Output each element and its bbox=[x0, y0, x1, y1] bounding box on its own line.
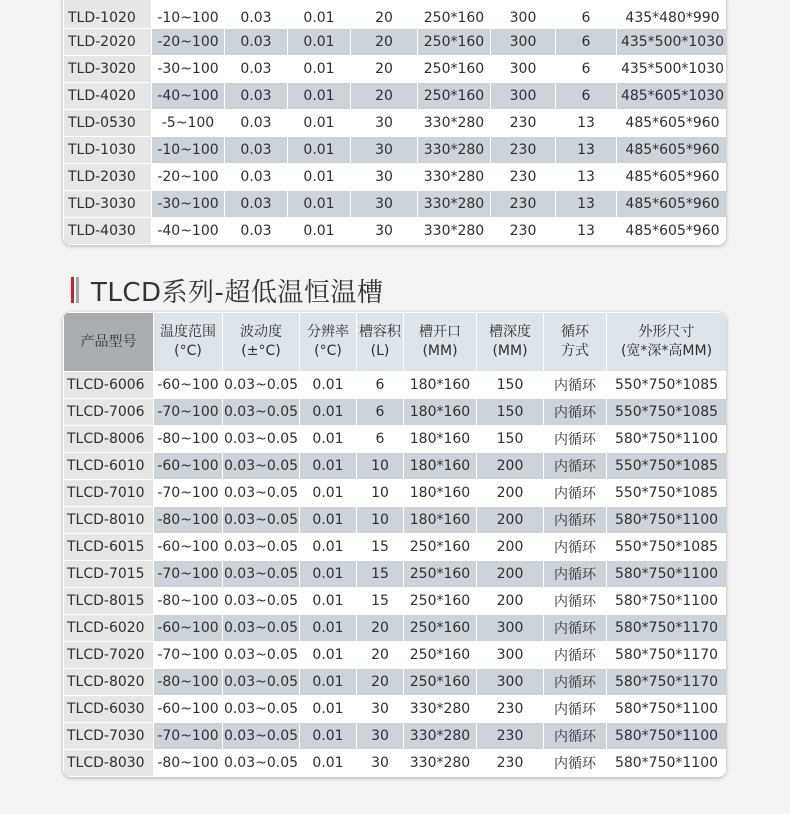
spec-cell: 0.01 bbox=[288, 218, 350, 244]
spec-cell: 0.01 bbox=[288, 137, 350, 163]
spec-cell: -60~100 bbox=[154, 696, 222, 722]
spec-cell: 180*160 bbox=[404, 426, 476, 452]
model-cell: TLCD-8015 bbox=[64, 588, 153, 614]
model-cell: TLD-3030 bbox=[64, 191, 151, 217]
spec-cell: 0.03 bbox=[225, 0, 287, 28]
spec-cell: 200 bbox=[477, 561, 543, 587]
spec-cell: 580*750*1100 bbox=[607, 426, 726, 452]
spec-cell: 0.03~0.05 bbox=[223, 534, 299, 560]
spec-cell: 6 bbox=[556, 83, 616, 109]
spec-cell: 300 bbox=[477, 669, 543, 695]
spec-cell: 0.03~0.05 bbox=[223, 750, 299, 776]
spec-cell: 30 bbox=[351, 164, 417, 190]
tlcd-spec-table bbox=[63, 312, 726, 777]
spec-cell: 0.03~0.05 bbox=[223, 426, 299, 452]
spec-cell: 20 bbox=[351, 0, 417, 28]
spec-cell: 300 bbox=[477, 642, 543, 668]
spec-cell: 230 bbox=[491, 191, 555, 217]
spec-cell: 30 bbox=[351, 110, 417, 136]
column-header-line1: 分辨率 bbox=[307, 324, 349, 340]
table-row bbox=[64, 588, 726, 614]
spec-cell: 300 bbox=[477, 615, 543, 641]
spec-cell: 10 bbox=[357, 507, 403, 533]
spec-cell: 30 bbox=[357, 723, 403, 749]
model-cell: TLCD-8020 bbox=[64, 669, 153, 695]
spec-cell: -30~100 bbox=[152, 56, 224, 82]
spec-cell: 0.03 bbox=[225, 29, 287, 55]
column-header bbox=[300, 313, 356, 371]
spec-cell: 580*750*1170 bbox=[607, 642, 726, 668]
spec-cell: -80~100 bbox=[154, 669, 222, 695]
spec-cell: 30 bbox=[351, 137, 417, 163]
column-header-line1: 波动度 bbox=[240, 324, 282, 340]
spec-cell: 580*750*1100 bbox=[607, 507, 726, 533]
column-header bbox=[477, 313, 543, 371]
table-row bbox=[64, 696, 726, 722]
spec-cell: 485*605*960 bbox=[617, 137, 726, 163]
spec-cell: 330*280 bbox=[418, 218, 490, 244]
spec-cell: 300 bbox=[491, 29, 555, 55]
model-cell: TLD-2020 bbox=[64, 29, 151, 55]
spec-cell: 200 bbox=[477, 453, 543, 479]
spec-cell: 0.03~0.05 bbox=[223, 723, 299, 749]
table-row bbox=[64, 507, 726, 533]
spec-cell: 485*605*1030 bbox=[617, 83, 726, 109]
column-header-line1: 外形尺寸 bbox=[638, 324, 695, 340]
spec-cell: 内循环 bbox=[544, 696, 606, 722]
spec-cell: 0.01 bbox=[288, 56, 350, 82]
spec-cell: 0.03~0.05 bbox=[223, 669, 299, 695]
model-cell: TLD-4030 bbox=[64, 218, 151, 244]
spec-cell: -10~100 bbox=[152, 0, 224, 28]
spec-cell: 230 bbox=[491, 218, 555, 244]
spec-cell: 250*160 bbox=[404, 669, 476, 695]
spec-cell: 13 bbox=[556, 191, 616, 217]
spec-cell: 0.01 bbox=[300, 426, 356, 452]
spec-cell: -20~100 bbox=[152, 29, 224, 55]
spec-cell: 330*280 bbox=[404, 696, 476, 722]
spec-cell: 250*160 bbox=[404, 534, 476, 560]
spec-cell: 0.01 bbox=[300, 588, 356, 614]
column-header-line1: 循环 bbox=[561, 324, 589, 340]
spec-cell: 435*480*990 bbox=[617, 0, 726, 28]
spec-cell: 30 bbox=[351, 191, 417, 217]
spec-cell: 150 bbox=[477, 372, 543, 398]
spec-cell: 13 bbox=[556, 164, 616, 190]
table-row bbox=[64, 83, 726, 109]
column-header bbox=[357, 313, 403, 371]
heading-accent-bar bbox=[71, 277, 74, 303]
column-header-line2: (宽*深*高MM) bbox=[620, 343, 713, 359]
spec-cell: -70~100 bbox=[154, 561, 222, 587]
spec-cell: 180*160 bbox=[404, 480, 476, 506]
model-cell: TLCD-8006 bbox=[64, 426, 153, 452]
spec-cell: 0.03~0.05 bbox=[223, 399, 299, 425]
spec-cell: 230 bbox=[477, 750, 543, 776]
column-header-line1: 槽开口 bbox=[419, 324, 461, 340]
column-header-line1: 产品型号 bbox=[80, 333, 137, 350]
spec-cell: 30 bbox=[351, 218, 417, 244]
spec-cell: 550*750*1085 bbox=[607, 480, 726, 506]
spec-cell: 200 bbox=[477, 480, 543, 506]
spec-cell: 0.03~0.05 bbox=[223, 480, 299, 506]
tlcd-spec-table-card bbox=[63, 312, 726, 777]
spec-cell: 0.03~0.05 bbox=[223, 588, 299, 614]
spec-cell: 230 bbox=[491, 110, 555, 136]
spec-cell: 0.01 bbox=[300, 399, 356, 425]
spec-cell: 内循环 bbox=[544, 372, 606, 398]
spec-cell: 内循环 bbox=[544, 669, 606, 695]
model-cell: TLCD-8010 bbox=[64, 507, 153, 533]
spec-cell: 30 bbox=[357, 750, 403, 776]
model-cell: TLCD-7006 bbox=[64, 399, 153, 425]
spec-cell: 0.03~0.05 bbox=[223, 507, 299, 533]
column-header bbox=[64, 313, 153, 371]
spec-cell: 550*750*1085 bbox=[607, 399, 726, 425]
table-row bbox=[64, 0, 726, 28]
spec-cell: -60~100 bbox=[154, 615, 222, 641]
table-row bbox=[64, 56, 726, 82]
spec-cell: 180*160 bbox=[404, 372, 476, 398]
column-header-line2: (MM) bbox=[422, 343, 458, 359]
spec-cell: 0.01 bbox=[288, 0, 350, 28]
spec-cell: 0.03~0.05 bbox=[223, 615, 299, 641]
spec-cell: 6 bbox=[556, 56, 616, 82]
spec-cell: 15 bbox=[357, 588, 403, 614]
spec-cell: 250*160 bbox=[404, 588, 476, 614]
table-row bbox=[64, 750, 726, 776]
table-header-row bbox=[64, 313, 726, 371]
spec-cell: 485*605*960 bbox=[617, 191, 726, 217]
spec-cell: 250*160 bbox=[404, 615, 476, 641]
spec-cell: 0.01 bbox=[300, 723, 356, 749]
spec-cell: 580*750*1100 bbox=[607, 723, 726, 749]
spec-cell: -70~100 bbox=[154, 480, 222, 506]
spec-cell: -80~100 bbox=[154, 507, 222, 533]
spec-cell: 13 bbox=[556, 137, 616, 163]
model-cell: TLCD-6010 bbox=[64, 453, 153, 479]
spec-cell: 6 bbox=[357, 372, 403, 398]
spec-cell: 0.01 bbox=[300, 750, 356, 776]
table-row bbox=[64, 642, 726, 668]
spec-cell: 0.03 bbox=[225, 218, 287, 244]
table-row bbox=[64, 723, 726, 749]
spec-cell: 0.01 bbox=[300, 480, 356, 506]
spec-cell: 6 bbox=[556, 29, 616, 55]
spec-cell: 13 bbox=[556, 218, 616, 244]
spec-cell: -5~100 bbox=[152, 110, 224, 136]
column-header-line2: (L) bbox=[370, 343, 390, 359]
model-cell: TLCD-6020 bbox=[64, 615, 153, 641]
spec-cell: 0.01 bbox=[288, 191, 350, 217]
spec-cell: 15 bbox=[357, 561, 403, 587]
column-header-line2: 方式 bbox=[561, 343, 589, 359]
column-header-line2: (±°C) bbox=[241, 343, 281, 359]
spec-cell: 580*750*1100 bbox=[607, 696, 726, 722]
spec-cell: 0.01 bbox=[288, 164, 350, 190]
spec-cell: 0.01 bbox=[300, 507, 356, 533]
spec-cell: 0.01 bbox=[288, 29, 350, 55]
spec-cell: -30~100 bbox=[152, 191, 224, 217]
spec-cell: -70~100 bbox=[154, 399, 222, 425]
spec-cell: -60~100 bbox=[154, 372, 222, 398]
spec-cell: 250*160 bbox=[418, 29, 490, 55]
spec-cell: -40~100 bbox=[152, 83, 224, 109]
spec-cell: 250*160 bbox=[418, 56, 490, 82]
spec-cell: 15 bbox=[357, 534, 403, 560]
spec-cell: 180*160 bbox=[404, 399, 476, 425]
spec-cell: 0.01 bbox=[300, 696, 356, 722]
spec-cell: 20 bbox=[357, 615, 403, 641]
spec-cell: -20~100 bbox=[152, 164, 224, 190]
column-header-line1: 槽容积 bbox=[359, 324, 401, 340]
table-row bbox=[64, 426, 726, 452]
model-cell: TLCD-6015 bbox=[64, 534, 153, 560]
column-header bbox=[223, 313, 299, 371]
column-header-line2: (MM) bbox=[492, 343, 528, 359]
column-header-line2: (°C) bbox=[314, 343, 342, 359]
model-cell: TLCD-7030 bbox=[64, 723, 153, 749]
spec-cell: 580*750*1100 bbox=[607, 561, 726, 587]
column-header-line2: (°C) bbox=[174, 343, 202, 359]
spec-cell: -80~100 bbox=[154, 750, 222, 776]
spec-cell: 550*750*1085 bbox=[607, 534, 726, 560]
column-header-line1: 槽深度 bbox=[489, 324, 531, 340]
spec-cell: 485*605*960 bbox=[617, 218, 726, 244]
spec-cell: 内循环 bbox=[544, 453, 606, 479]
model-cell: TLD-0530 bbox=[64, 110, 151, 136]
spec-cell: 435*500*1030 bbox=[617, 56, 726, 82]
spec-cell: 435*500*1030 bbox=[617, 29, 726, 55]
spec-cell: 0.03 bbox=[225, 137, 287, 163]
spec-cell: 0.01 bbox=[300, 534, 356, 560]
spec-cell: 0.01 bbox=[288, 83, 350, 109]
spec-cell: 内循环 bbox=[544, 507, 606, 533]
spec-cell: 0.03~0.05 bbox=[223, 372, 299, 398]
spec-cell: 20 bbox=[357, 669, 403, 695]
spec-cell: 0.03 bbox=[225, 164, 287, 190]
spec-cell: 0.03 bbox=[225, 110, 287, 136]
spec-cell: 内循环 bbox=[544, 561, 606, 587]
model-cell: TLCD-7010 bbox=[64, 480, 153, 506]
spec-cell: -80~100 bbox=[154, 426, 222, 452]
spec-cell: 250*160 bbox=[418, 0, 490, 28]
spec-cell: 200 bbox=[477, 507, 543, 533]
spec-cell: 580*750*1170 bbox=[607, 615, 726, 641]
spec-cell: 330*280 bbox=[404, 723, 476, 749]
spec-cell: 580*750*1100 bbox=[607, 588, 726, 614]
spec-cell: 150 bbox=[477, 426, 543, 452]
spec-cell: 550*750*1085 bbox=[607, 372, 726, 398]
spec-cell: -10~100 bbox=[152, 137, 224, 163]
spec-cell: 0.01 bbox=[300, 453, 356, 479]
spec-cell: 10 bbox=[357, 453, 403, 479]
spec-cell: 20 bbox=[351, 29, 417, 55]
model-cell: TLD-1030 bbox=[64, 137, 151, 163]
spec-cell: -70~100 bbox=[154, 642, 222, 668]
spec-cell: 内循环 bbox=[544, 642, 606, 668]
spec-cell: 20 bbox=[351, 56, 417, 82]
spec-cell: 0.03~0.05 bbox=[223, 696, 299, 722]
spec-cell: 250*160 bbox=[404, 561, 476, 587]
spec-cell: 485*605*960 bbox=[617, 164, 726, 190]
spec-cell: 250*160 bbox=[418, 83, 490, 109]
table-row bbox=[64, 534, 726, 560]
table-row bbox=[64, 615, 726, 641]
spec-cell: 0.01 bbox=[300, 372, 356, 398]
spec-cell: 0.03 bbox=[225, 191, 287, 217]
model-cell: TLCD-7015 bbox=[64, 561, 153, 587]
spec-cell: 485*605*960 bbox=[617, 110, 726, 136]
table-row bbox=[64, 191, 726, 217]
model-cell: TLCD-7020 bbox=[64, 642, 153, 668]
spec-cell: 0.01 bbox=[300, 642, 356, 668]
spec-cell: 10 bbox=[357, 480, 403, 506]
spec-cell: 6 bbox=[357, 399, 403, 425]
spec-cell: 6 bbox=[556, 0, 616, 28]
spec-cell: 580*750*1170 bbox=[607, 669, 726, 695]
spec-cell: 0.03 bbox=[225, 56, 287, 82]
table-row bbox=[64, 137, 726, 163]
spec-cell: 内循环 bbox=[544, 426, 606, 452]
spec-cell: 230 bbox=[491, 137, 555, 163]
table-row bbox=[64, 669, 726, 695]
column-header bbox=[154, 313, 222, 371]
model-cell: TLD-2030 bbox=[64, 164, 151, 190]
spec-cell: 内循环 bbox=[544, 750, 606, 776]
column-header bbox=[607, 313, 726, 371]
table-row bbox=[64, 29, 726, 55]
spec-cell: 230 bbox=[477, 723, 543, 749]
table-row bbox=[64, 110, 726, 136]
spec-cell: 230 bbox=[477, 696, 543, 722]
spec-cell: 300 bbox=[491, 83, 555, 109]
tld-spec-table bbox=[63, 0, 726, 245]
spec-cell: 550*750*1085 bbox=[607, 453, 726, 479]
spec-cell: 内循环 bbox=[544, 615, 606, 641]
spec-cell: 0.03 bbox=[225, 83, 287, 109]
model-cell: TLCD-8030 bbox=[64, 750, 153, 776]
column-header bbox=[544, 313, 606, 371]
model-cell: TLCD-6030 bbox=[64, 696, 153, 722]
spec-cell: 200 bbox=[477, 534, 543, 560]
tlcd-section-heading bbox=[71, 275, 384, 308]
spec-cell: 180*160 bbox=[404, 453, 476, 479]
table-row bbox=[64, 164, 726, 190]
spec-cell: 0.03~0.05 bbox=[223, 561, 299, 587]
spec-cell: 330*280 bbox=[418, 137, 490, 163]
spec-cell: -40~100 bbox=[152, 218, 224, 244]
table-row bbox=[64, 399, 726, 425]
spec-cell: 200 bbox=[477, 588, 543, 614]
spec-cell: 300 bbox=[491, 56, 555, 82]
spec-cell: 0.01 bbox=[300, 615, 356, 641]
spec-cell: 内循环 bbox=[544, 588, 606, 614]
model-cell: TLD-1020 bbox=[64, 0, 151, 28]
tld-spec-table-card bbox=[63, 0, 726, 245]
spec-cell: -60~100 bbox=[154, 534, 222, 560]
spec-cell: 13 bbox=[556, 110, 616, 136]
table-row bbox=[64, 453, 726, 479]
spec-cell: 内循环 bbox=[544, 399, 606, 425]
spec-cell: 330*280 bbox=[404, 750, 476, 776]
table-row bbox=[64, 561, 726, 587]
spec-cell: 180*160 bbox=[404, 507, 476, 533]
table-row bbox=[64, 218, 726, 244]
model-cell: TLCD-6006 bbox=[64, 372, 153, 398]
table-row bbox=[64, 480, 726, 506]
heading-accent-bar-secondary bbox=[76, 277, 79, 303]
spec-cell: 250*160 bbox=[404, 642, 476, 668]
spec-cell: -60~100 bbox=[154, 453, 222, 479]
spec-cell: 0.01 bbox=[300, 669, 356, 695]
spec-cell: 300 bbox=[491, 0, 555, 28]
model-cell: TLD-3020 bbox=[64, 56, 151, 82]
spec-cell: -70~100 bbox=[154, 723, 222, 749]
spec-cell: 330*280 bbox=[418, 110, 490, 136]
spec-cell: 330*280 bbox=[418, 191, 490, 217]
table-row bbox=[64, 372, 726, 398]
column-header bbox=[404, 313, 476, 371]
spec-cell: -80~100 bbox=[154, 588, 222, 614]
section-title: TLCD系列-超低温恒温槽 bbox=[91, 277, 384, 308]
spec-cell: 0.03~0.05 bbox=[223, 642, 299, 668]
spec-cell: 内循环 bbox=[544, 480, 606, 506]
spec-cell: 30 bbox=[357, 696, 403, 722]
spec-cell: 0.01 bbox=[300, 561, 356, 587]
column-header-line1: 温度范围 bbox=[160, 324, 216, 340]
spec-cell: 内循环 bbox=[544, 534, 606, 560]
spec-cell: 20 bbox=[351, 83, 417, 109]
model-cell: TLD-4020 bbox=[64, 83, 151, 109]
spec-cell: 0.03~0.05 bbox=[223, 453, 299, 479]
spec-cell: 230 bbox=[491, 164, 555, 190]
spec-cell: 0.01 bbox=[288, 110, 350, 136]
spec-cell: 580*750*1100 bbox=[607, 750, 726, 776]
spec-cell: 330*280 bbox=[418, 164, 490, 190]
spec-cell: 内循环 bbox=[544, 723, 606, 749]
spec-cell: 150 bbox=[477, 399, 543, 425]
spec-cell: 20 bbox=[357, 642, 403, 668]
spec-cell: 6 bbox=[357, 426, 403, 452]
